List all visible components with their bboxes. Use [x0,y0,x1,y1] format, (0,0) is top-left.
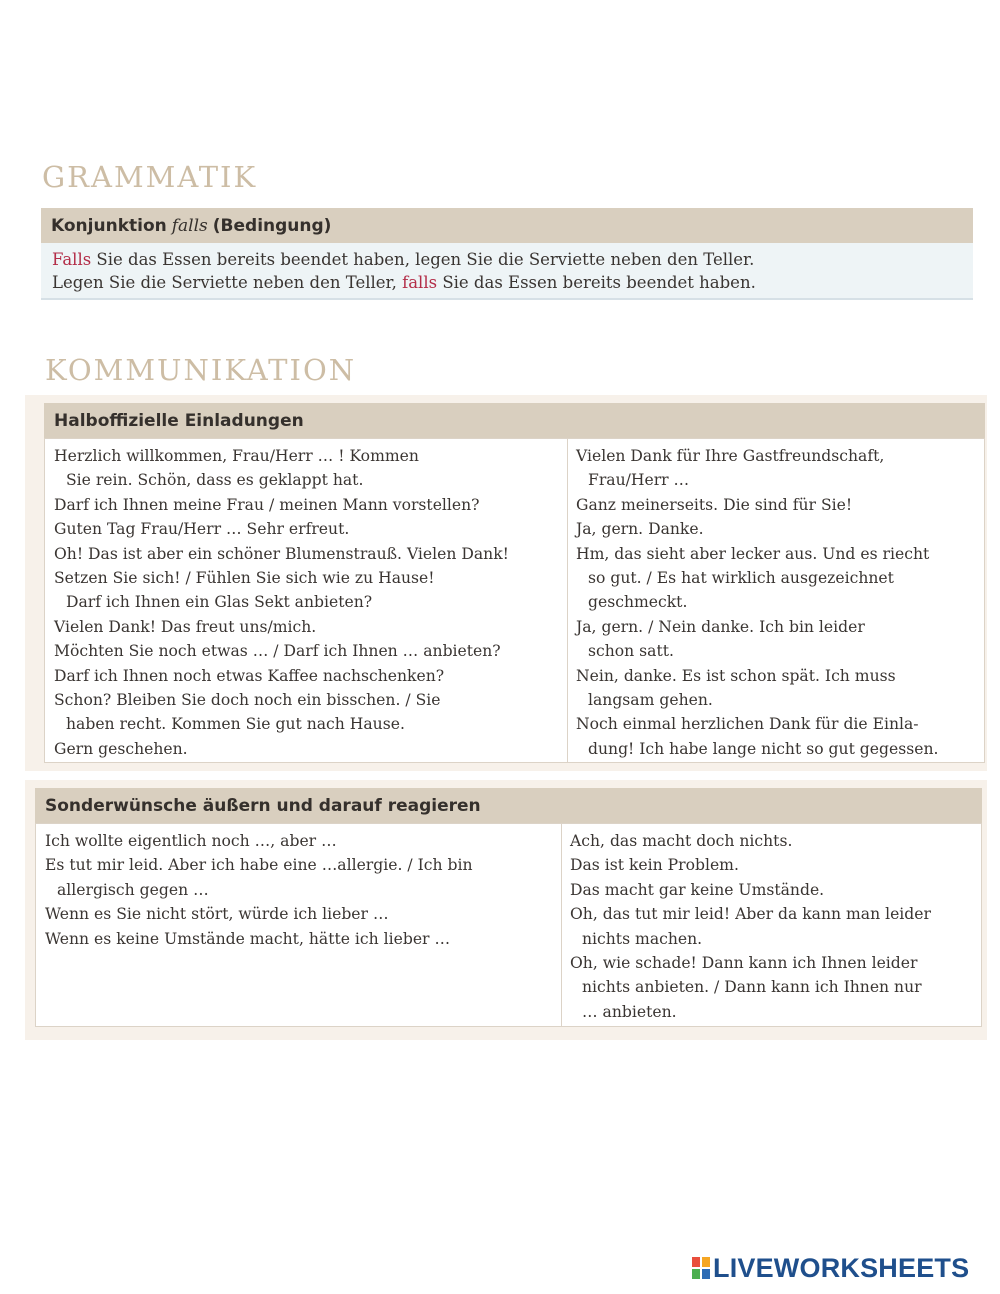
table1-title: Halboffizielle Einladungen [54,410,304,431]
table2-header [35,788,982,823]
highlight-falls: falls [402,273,438,292]
communication-separator [25,771,987,780]
phrase-entry: Setzen Sie sich! / Fühlen Sie sich wie zu Hause! Darf ich Ihnen ein Glas Sekt anbieten? [54,569,435,612]
phrase-entry: Noch einmal herzlichen Dank für die Einla- dung! Ich habe lange nicht so gut gegessen. [576,715,939,758]
phrase-entry: Herzlich willkommen, Frau/Herr … ! Kommen Sie rein. Schön, dass es geklappt hat. [54,447,419,490]
table2-body [35,823,982,1027]
liveworksheets-logo[interactable] [692,1251,969,1285]
phrase-entry: Ganz meinerseits. Die sind für Sie! [576,495,853,514]
phrase-entry: Ja, gern. Danke. [576,520,704,539]
table2-right-column [562,824,981,1026]
table2-title: Sonderwünsche äußern und darauf reagieren [45,795,481,816]
phrase-entry: Oh, wie schade! Dann kann ich Ihnen leider nichts anbieten. / Dann kann ich Ihnen nur … anbieten. [570,954,922,1021]
phrase-entry: Hm, das sieht aber lecker aus. Und es riecht so gut. / Es hat wirklich ausgezeichnet geschmeckt. [576,544,930,612]
phrase-entry: Guten Tag Frau/Herr … Sehr erfreut. [54,520,350,539]
phrase-entry: Das macht gar keine Umstände. [570,880,825,899]
grammar-header-italic: falls [171,215,208,236]
grammar-header-prefix: Konjunktion [51,215,167,236]
grammar-box-body [41,243,973,300]
table1-left-column [45,439,567,762]
phrase-entry: Darf ich Ihnen meine Frau / meinen Mann vorstellen? [54,495,480,514]
example-text: Sie das Essen bereits beendet haben. [437,273,756,292]
grammar-header-suffix: (Bedingung) [212,215,332,236]
phrase-entry: Vielen Dank! Das freut uns/mich. [54,617,317,636]
table1-header [44,403,985,438]
liveworksheets-logo-icon [692,1257,710,1279]
phrase-entry: Es tut mir leid. Aber ich habe eine …allergie. / Ich bin allergisch gegen … [45,856,473,899]
highlight-falls: Falls [52,250,92,269]
liveworksheets-logo-text: LIVEWORKSHEETS [713,1252,970,1283]
phrase-entry: Nein, danke. Es ist schon spät. Ich muss langsam gehen. [576,666,896,710]
phrase-entry: Darf ich Ihnen noch etwas Kaffee nachschenken? [54,666,445,685]
phrase-entry: Ich wollte eigentlich noch …, aber … [45,832,337,850]
grammar-example-1 [52,248,962,271]
phrase-entry: Ja, gern. / Nein danke. Ich bin leider schon satt. [576,617,865,661]
phrase-entry: Ach, das macht doch nichts. [570,832,793,850]
table1-right-column [568,439,984,762]
phrase-entry: Gern geschehen. [54,739,188,758]
table2-left-column [36,824,561,1026]
phrase-entry: Das ist kein Problem. [570,856,739,875]
communication-section-title: KOMMUNIKATION [45,353,357,387]
phrase-entry: Schon? Bleiben Sie doch noch ein bisschen. / Sie haben recht. Kommen Sie gut nach Hause. [54,691,441,734]
grammar-box-header [41,208,973,243]
example-text: Legen Sie die Serviette neben den Teller, [52,273,403,292]
phrase-entry: Möchten Sie noch etwas … / Darf ich Ihnen … anbieten? [54,642,501,661]
grammar-section-title: GRAMMATIK [42,160,258,194]
phrase-entry: Oh, das tut mir leid! Aber da kann man leider nichts machen. [570,905,931,948]
phrase-entry: Wenn es keine Umstände macht, hätte ich lieber … [45,929,451,948]
table1-body [44,438,985,763]
phrase-entry: Wenn es Sie nicht stört, würde ich lieber … [45,905,389,924]
example-text: Sie das Essen bereits beendet haben, legen Sie die Serviette neben den Teller. [91,250,755,269]
grammar-example-2 [52,271,962,294]
phrase-entry: Vielen Dank für Ihre Gastfreundschaft, Frau/Herr … [576,447,885,490]
phrase-entry: Oh! Das ist aber ein schöner Blumenstrauß. Vielen Dank! [54,544,509,563]
